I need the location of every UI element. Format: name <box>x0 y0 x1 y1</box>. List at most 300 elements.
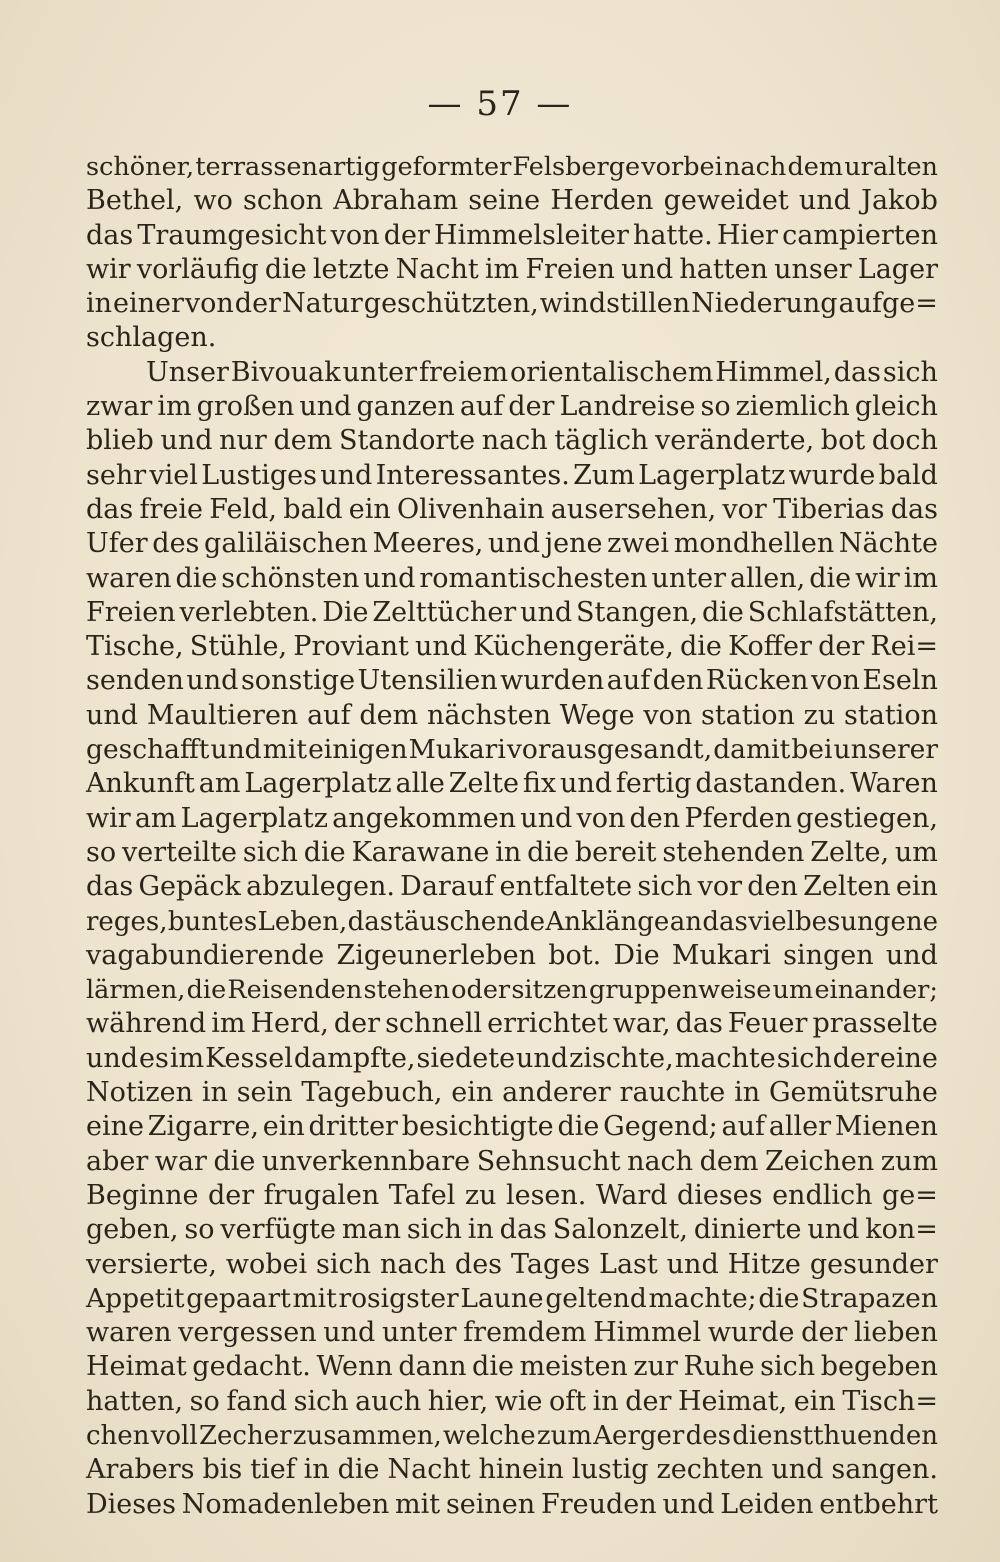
word: bei <box>791 734 833 766</box>
word: Waren <box>850 768 938 800</box>
word: dem <box>787 152 844 182</box>
word: und <box>666 1248 719 1280</box>
word: Last <box>599 1248 658 1280</box>
word: sonstige <box>240 665 356 697</box>
word: um <box>894 836 938 868</box>
word: begeben <box>820 1351 938 1383</box>
word: schöner, <box>86 152 195 182</box>
word: Leben, <box>257 906 348 937</box>
text-line <box>86 1248 938 1282</box>
word: wir <box>855 562 900 594</box>
word: und <box>363 562 416 594</box>
word: Heimat <box>86 1351 187 1383</box>
word: Bethel, <box>86 185 184 217</box>
word: Landreise <box>559 391 696 423</box>
word: aller <box>768 1111 832 1143</box>
word: von <box>643 699 693 731</box>
text-line <box>86 424 938 458</box>
word: dem <box>359 699 419 731</box>
text-line <box>86 1179 938 1213</box>
word: campierten <box>782 219 938 251</box>
word: singen <box>783 939 874 971</box>
word: dem <box>699 1145 759 1177</box>
word: und <box>516 1042 569 1074</box>
word: Tagebuch, <box>301 1077 443 1109</box>
text-line <box>86 493 938 527</box>
word: war, <box>612 1008 671 1040</box>
text-line <box>86 939 938 973</box>
word: und <box>520 596 573 628</box>
word: lesen. <box>505 1179 587 1211</box>
word: wurde <box>788 459 876 491</box>
text-line <box>86 1145 938 1179</box>
word: im <box>903 562 938 594</box>
word: den <box>652 665 704 697</box>
word: romantischesten <box>419 562 648 594</box>
word: schlagen. <box>86 322 217 354</box>
word: ein <box>262 1111 305 1143</box>
word: Proviant <box>293 631 409 663</box>
word: welche <box>443 1420 536 1451</box>
word: ein <box>793 1385 836 1417</box>
word: terrassenartig <box>195 152 381 182</box>
word: gleich <box>854 391 938 423</box>
word: von <box>810 665 860 697</box>
word: man <box>341 1214 401 1246</box>
word: zusammen, <box>292 1420 442 1451</box>
word: unter <box>342 356 418 388</box>
word: in <box>303 1454 330 1486</box>
word: wurden <box>500 665 605 697</box>
word: errichtet <box>487 1008 608 1040</box>
word: versierte, <box>86 1248 217 1280</box>
word: Die <box>322 596 369 628</box>
word: geweidet <box>663 185 789 217</box>
word: Dieses <box>86 1488 176 1520</box>
word: Aerger <box>593 1420 685 1451</box>
word: die <box>472 1351 514 1383</box>
word: das <box>499 1214 547 1246</box>
word: des <box>152 528 200 560</box>
text-line <box>86 184 938 218</box>
word: Zelttücher <box>372 596 517 628</box>
word: buntes <box>167 906 258 937</box>
word: ganzen <box>356 391 455 423</box>
word: in <box>734 1077 761 1109</box>
word: zechten <box>656 1454 764 1486</box>
word: war <box>154 1145 207 1177</box>
word: machte; <box>648 1282 757 1314</box>
word: und <box>488 528 541 560</box>
word: ein <box>451 1077 494 1109</box>
word: station <box>700 699 795 731</box>
word: Abraham <box>333 185 459 217</box>
word: die <box>213 1145 256 1177</box>
word: rosigster <box>338 1282 459 1314</box>
word: vor <box>722 493 767 525</box>
text-line <box>86 1316 938 1350</box>
word: Freuden <box>540 1488 657 1520</box>
word: oder <box>451 975 511 1006</box>
word: in <box>201 1077 228 1109</box>
text-line <box>86 973 938 1007</box>
word: eine <box>879 1042 938 1074</box>
word: besichtigte <box>401 1111 554 1143</box>
text-line <box>86 287 938 321</box>
word: um <box>772 975 814 1006</box>
word: tief <box>250 1454 296 1486</box>
word: Arabers <box>86 1454 195 1486</box>
word: Tiberias <box>773 493 885 525</box>
word: Tisch= <box>842 1385 938 1417</box>
word: verfügte <box>220 1214 337 1246</box>
word: aber <box>86 1145 149 1177</box>
text-line <box>86 870 938 904</box>
word: dritter <box>308 1111 398 1143</box>
word: in <box>592 1385 619 1417</box>
text-line <box>86 1213 938 1247</box>
word: seine <box>468 185 541 217</box>
word: vagabundierende <box>86 939 325 971</box>
word: Herden <box>550 185 654 217</box>
word: an <box>669 906 702 937</box>
word: unter <box>382 1317 457 1349</box>
word: Salonzelt, <box>552 1214 688 1246</box>
word: und <box>320 459 373 491</box>
word: Meeres, <box>372 528 484 560</box>
word: vorläufig <box>136 253 259 285</box>
word: auf <box>721 1111 766 1143</box>
word: in <box>495 836 522 868</box>
word: ge= <box>881 1179 938 1211</box>
word: die <box>337 1454 380 1486</box>
text-line <box>86 527 938 561</box>
word: prasselte <box>812 1008 938 1040</box>
word: Die <box>613 939 660 971</box>
word: Himmel, <box>715 356 832 388</box>
word: entbehrt <box>819 1488 938 1520</box>
word: Lagerplatz <box>638 459 786 491</box>
word: Eseln <box>862 665 938 697</box>
word: mondhellen <box>673 528 835 560</box>
word: Zigeunerleben <box>336 939 537 971</box>
word: dampfte, <box>293 1042 416 1074</box>
word: vergessen <box>178 1317 317 1349</box>
word: der <box>234 288 281 320</box>
word: geschützten, <box>363 288 539 320</box>
word: im <box>211 1008 246 1040</box>
word: fertig <box>615 768 692 800</box>
word: Zeichen <box>764 1145 875 1177</box>
word: Küchengeräte, <box>473 631 674 663</box>
text-line <box>86 253 938 287</box>
word: dastanden. <box>695 768 847 800</box>
word: fand <box>226 1385 288 1417</box>
word: zu <box>803 699 836 731</box>
word: Felsberge <box>512 152 641 182</box>
word: bot. <box>548 939 602 971</box>
word: lärmen, <box>86 975 186 1006</box>
word: stehenden <box>662 836 805 868</box>
word: Bivouak <box>230 356 341 388</box>
word: auf <box>307 699 351 731</box>
word: gepaart <box>186 1282 291 1314</box>
word: uralten <box>844 152 938 182</box>
word: von <box>330 219 380 251</box>
word: vor <box>697 871 743 903</box>
text-line <box>86 699 938 733</box>
word: Nomadenleben <box>181 1488 390 1520</box>
word: damit <box>713 734 791 766</box>
page-number: — 57 — <box>427 84 573 124</box>
word: dinierte <box>693 1214 802 1246</box>
word: Hitze <box>727 1248 801 1280</box>
word: bot <box>820 425 866 457</box>
word: Wenn <box>316 1351 393 1383</box>
word: ein <box>895 871 938 903</box>
word: Notizen <box>86 1077 193 1109</box>
word: galiläischen <box>204 528 368 560</box>
word: doch <box>871 425 938 457</box>
word: vorbei <box>641 152 723 182</box>
text-line <box>86 733 938 767</box>
word: kon= <box>865 1214 938 1246</box>
word: unverkennbare <box>261 1145 471 1177</box>
word: Himmelsleiter <box>434 219 629 251</box>
text-line <box>86 1350 938 1384</box>
word: Feuer <box>727 1008 808 1040</box>
word: das <box>833 356 881 388</box>
word: Mienen <box>834 1111 938 1143</box>
word: auch <box>355 1385 422 1417</box>
word: und <box>807 1214 860 1246</box>
word: Zigarre, <box>147 1111 259 1143</box>
word: und <box>885 939 938 971</box>
word: und <box>771 1454 824 1486</box>
word: hatte. <box>633 219 713 251</box>
word: wir <box>86 802 131 834</box>
word: rauchte <box>619 1077 726 1109</box>
word: sich <box>316 1248 372 1280</box>
body-text <box>86 150 938 1522</box>
word: geltend <box>545 1282 647 1314</box>
word: gruppenweise <box>589 975 772 1006</box>
word: in <box>86 288 113 320</box>
word: schon <box>243 185 324 217</box>
word: der <box>333 1008 381 1040</box>
text-line <box>86 1076 938 1110</box>
word: Anklänge <box>545 906 670 937</box>
word: schönsten <box>221 562 360 594</box>
word: veränderte, <box>654 425 815 457</box>
word: aufge= <box>838 288 938 320</box>
word: eine <box>86 1111 144 1143</box>
word: Tages <box>510 1248 591 1280</box>
word: ein <box>348 493 391 525</box>
word: Feld, <box>209 493 277 525</box>
word: und <box>415 631 468 663</box>
word: Zum <box>573 459 635 491</box>
text-line <box>86 1419 938 1453</box>
word: Gemütsruhe <box>768 1077 938 1109</box>
word: orientalischem <box>509 356 714 388</box>
word: waren <box>86 562 172 594</box>
word: sich <box>242 836 298 868</box>
word: sich <box>293 1385 349 1417</box>
word: der <box>383 219 430 251</box>
text-line <box>86 1488 938 1522</box>
word: einer <box>113 288 184 320</box>
word: Zelte <box>448 768 519 800</box>
word: fix <box>522 768 557 800</box>
word: oft <box>549 1385 587 1417</box>
word: abzulegen. <box>246 871 395 903</box>
word: freie <box>139 493 203 525</box>
word: so <box>184 1214 215 1246</box>
word: und <box>662 1488 715 1520</box>
word: verteilte <box>121 836 238 868</box>
word: nach <box>481 425 548 457</box>
word: sich <box>882 356 938 388</box>
word: Olivenhain <box>397 493 545 525</box>
word: das <box>675 1008 723 1040</box>
word: zischte, <box>569 1042 674 1074</box>
word: mit <box>395 1488 441 1520</box>
word: nächsten <box>426 699 552 731</box>
word: täglich <box>554 425 649 457</box>
word: jene <box>544 528 603 560</box>
word: Zelte, <box>810 836 890 868</box>
word: der <box>801 1317 848 1349</box>
word: voll <box>150 1420 198 1451</box>
word: den <box>747 871 798 903</box>
word: Koffer <box>728 631 812 663</box>
word: Wege <box>559 699 635 731</box>
word: Karawane <box>351 836 490 868</box>
word: im <box>484 253 520 285</box>
word: die <box>186 975 227 1006</box>
word: bald <box>878 459 938 491</box>
word: Utensilien <box>357 665 498 697</box>
word: dienstthuenden <box>732 1420 938 1451</box>
word: Ufer <box>86 528 148 560</box>
word: meisten <box>519 1351 628 1383</box>
word: Gepäck <box>138 871 241 903</box>
word: Standorte <box>338 425 476 457</box>
word: wurde <box>707 1317 795 1349</box>
word: waren <box>86 1317 172 1349</box>
word: blieb <box>86 425 154 457</box>
word: der <box>818 631 865 663</box>
word: sein <box>236 1077 293 1109</box>
word: Rücken <box>705 665 809 697</box>
word: letzte <box>312 253 390 285</box>
word: fremdem <box>463 1317 587 1349</box>
word: bereit <box>574 836 657 868</box>
word: im <box>169 1042 205 1074</box>
word: Mukari <box>671 939 771 971</box>
word: Freien <box>86 596 176 628</box>
word: auf <box>606 665 651 697</box>
word: von <box>576 802 626 834</box>
word: geformter <box>381 152 512 182</box>
word: Heimat, <box>677 1385 788 1417</box>
word: Stühle, <box>189 631 288 663</box>
word: Niederung <box>691 288 838 320</box>
word: nach <box>379 1248 446 1280</box>
word: Kessel <box>205 1042 293 1074</box>
word: das <box>702 906 748 937</box>
word: dem <box>273 425 333 457</box>
word: und <box>210 734 262 766</box>
word: und <box>86 1042 139 1074</box>
word: Laune <box>460 1282 544 1314</box>
text-line <box>86 356 938 390</box>
word: Tische, <box>86 631 184 663</box>
text-line <box>86 562 938 596</box>
word: Mukari <box>408 734 506 766</box>
word: so <box>700 391 731 423</box>
word: bald <box>283 493 343 525</box>
word: der <box>625 1385 672 1417</box>
word: unserer <box>833 734 938 766</box>
word: dann <box>398 1351 467 1383</box>
word: dieses <box>677 1179 763 1211</box>
word: geschafft <box>86 734 210 766</box>
text-line <box>86 459 938 493</box>
word: des <box>454 1248 503 1280</box>
word: es <box>139 1042 169 1074</box>
word: entfaltete <box>499 871 633 903</box>
word: das <box>347 906 394 937</box>
text-line <box>86 767 938 801</box>
word: hinein <box>478 1454 564 1486</box>
text-line <box>86 596 938 630</box>
word: lieben <box>854 1317 938 1349</box>
word: seinen <box>445 1488 536 1520</box>
word: die <box>557 1111 600 1143</box>
word: Appetit <box>86 1282 185 1314</box>
word: der <box>832 1042 879 1074</box>
word: unter <box>651 562 726 594</box>
word: der <box>508 391 555 423</box>
word: zur <box>633 1351 678 1383</box>
word: Freien <box>525 253 615 285</box>
word: und <box>621 253 674 285</box>
word: siedete <box>416 1042 516 1074</box>
word: sich <box>406 1214 462 1246</box>
word: Interessantes. <box>375 459 570 491</box>
word: das <box>86 219 134 251</box>
text-line <box>86 905 938 939</box>
word: chen <box>86 1420 150 1451</box>
word: so <box>189 1385 220 1417</box>
word: so <box>86 836 117 868</box>
word: Hier <box>716 219 778 251</box>
word: einigen <box>308 734 408 766</box>
word: geben, <box>86 1214 179 1246</box>
word: machte <box>674 1042 776 1074</box>
word: Strapazen <box>801 1282 938 1314</box>
word: endlich <box>772 1179 873 1211</box>
word: sich <box>760 1351 816 1383</box>
word: täuschende <box>393 906 546 937</box>
word: den <box>629 802 681 834</box>
word: zum <box>880 1145 938 1177</box>
word: Lagerplatz <box>244 768 392 800</box>
word: wobei <box>225 1248 308 1280</box>
word: Zecher <box>198 1420 292 1451</box>
